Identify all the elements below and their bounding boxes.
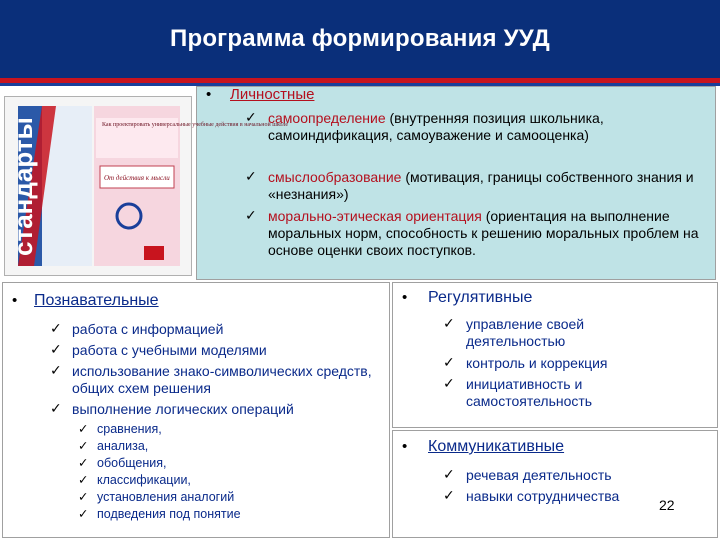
communicative-bullet: • xyxy=(402,438,408,455)
check-icon: ✓ xyxy=(78,473,89,487)
cognitive-subitem-5: установления аналогий xyxy=(97,490,235,504)
cognitive-subitem-4: классификации, xyxy=(97,473,191,487)
personal-heading: Личностные xyxy=(230,86,315,103)
book-cover-title: Как проектировать универсальные учебные действия в начальной школе xyxy=(102,122,289,128)
title-bar xyxy=(0,0,720,78)
personal-item-3-rest: (ориентация на выполнение моральных норм, способность к решению моральных проблем на основе оценки своих поступков. xyxy=(268,208,699,258)
personal-item-3 xyxy=(268,208,712,259)
check-icon: ✓ xyxy=(443,466,455,482)
cognitive-item-4: выполнение логических операций xyxy=(72,401,294,417)
check-icon: ✓ xyxy=(50,341,62,357)
communicative-item-2: навыки сотрудничества xyxy=(466,488,620,504)
check-icon: ✓ xyxy=(443,354,455,370)
personal-item-1-rest: (внутренняя позиция школьника, самоиндификация, самоуважение и самооценка) xyxy=(268,110,604,143)
check-icon: ✓ xyxy=(443,487,455,503)
personal-item-3-highlight: морально-этическая ориентация xyxy=(268,208,482,224)
cognitive-subitem-3: обобщения, xyxy=(97,456,167,470)
cognitive-item-2: работа с учебными моделями xyxy=(72,342,267,358)
communicative-heading: Коммуникативные xyxy=(428,438,565,455)
regulatory-item-2: контроль и коррекция xyxy=(466,355,608,371)
check-icon: ✓ xyxy=(50,320,62,336)
regulatory-bullet: • xyxy=(402,289,408,306)
regulatory-item-1: управление своей деятельностью xyxy=(466,316,585,349)
cognitive-bullet: • xyxy=(12,292,18,309)
cognitive-item-1: работа с информацией xyxy=(72,321,224,337)
communicative-item-1: речевая деятельность xyxy=(466,467,612,483)
cognitive-subitem-6: подведения под понятие xyxy=(97,507,241,521)
cognitive-heading: Познавательные xyxy=(34,292,159,309)
cognitive-subitem-2: анализа, xyxy=(97,439,149,453)
book-cover-image xyxy=(4,96,289,276)
check-icon: ✓ xyxy=(78,507,89,521)
check-icon: ✓ xyxy=(443,375,455,391)
book-cover-subtitle: От действия к мысли xyxy=(104,174,170,182)
check-icon: ✓ xyxy=(78,422,89,436)
cognitive-subitem-1: сравнения, xyxy=(97,422,162,436)
check-icon: ✓ xyxy=(78,439,89,453)
personal-item-1-highlight: самоопределение xyxy=(268,110,386,126)
check-icon: ✓ xyxy=(245,168,257,184)
personal-item-2-rest: (мотивация, границы собственного знания и «незнания») xyxy=(268,169,694,202)
personal-bullet: • xyxy=(206,86,212,103)
check-icon: ✓ xyxy=(50,362,62,378)
page-number: 22 xyxy=(659,497,675,513)
personal-item-1 xyxy=(268,110,712,144)
slide-title: Программа формирования УУД xyxy=(170,25,550,52)
regulatory-heading: Регулятивные xyxy=(428,289,533,306)
check-icon: ✓ xyxy=(78,490,89,504)
check-icon: ✓ xyxy=(78,456,89,470)
cognitive-item-3: использование знако-символических средств, общих схем решения xyxy=(72,363,372,396)
personal-item-2-highlight: смыслообразование xyxy=(268,169,402,185)
check-icon: ✓ xyxy=(443,315,455,331)
check-icon: ✓ xyxy=(50,400,62,416)
regulatory-item-3: инициативность и самостоятельность xyxy=(466,376,593,409)
book-illustration xyxy=(4,96,289,276)
check-icon: ✓ xyxy=(245,207,257,223)
check-icon: ✓ xyxy=(245,109,257,125)
personal-item-2 xyxy=(268,169,712,203)
book-cover-word: стандарты xyxy=(8,117,38,256)
